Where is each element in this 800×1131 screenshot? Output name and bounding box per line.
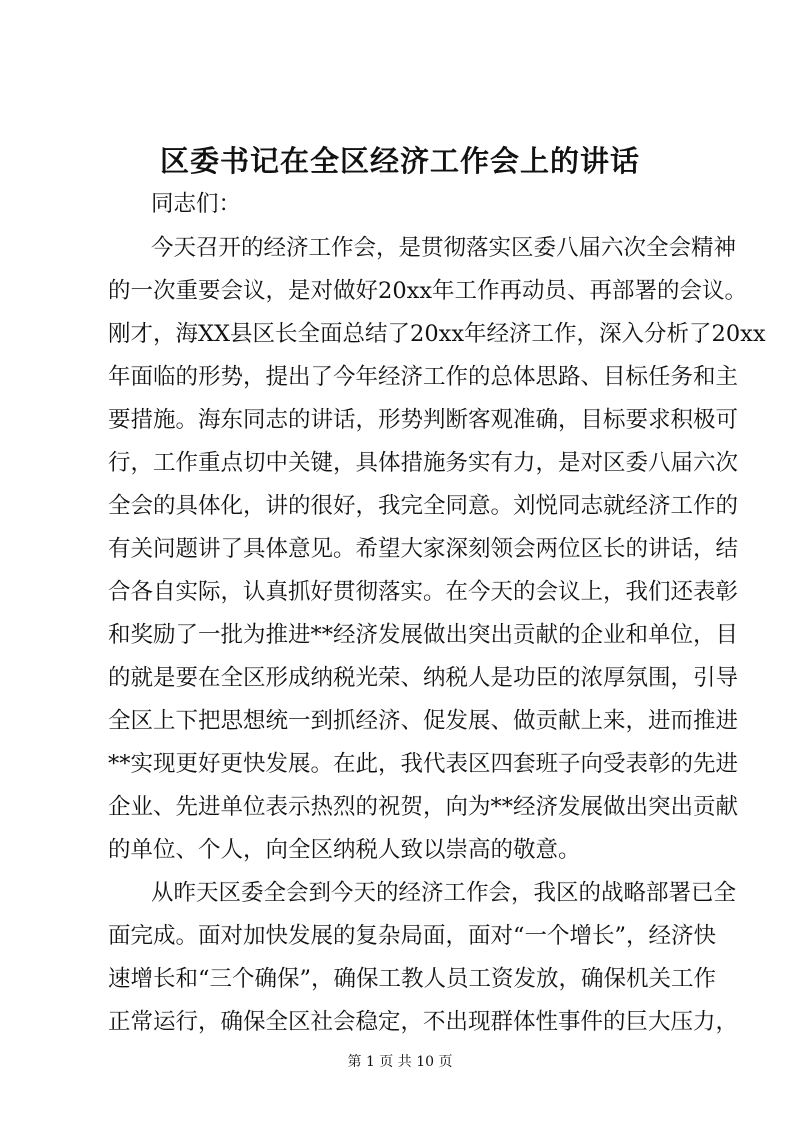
paragraph-1-line-14: 企业、先进单位表示热烈的祝贺，向为**经济发展做出突出贡献 (108, 794, 739, 820)
paragraph-1-line-4: 年面临的形势，提出了今年经济工作的总体思路、目标任务和主 (108, 364, 739, 390)
paragraph-1-line-2: 的一次重要会议，是对做好20xx年工作再动员、再部署的会议。 (108, 278, 748, 304)
page-footer: 第 1 页 共 10 页 (347, 1054, 453, 1070)
paragraph-1-line-5: 要措施。海东同志的讲话，形势判断客观准确，目标要求积极可 (108, 407, 739, 433)
paragraph-1-line-13: **实现更好更快发展。在此，我代表区四套班子向受表彰的先进 (108, 751, 739, 777)
paragraph-2-line-2: 面完成。面对加快发展的复杂局面，面对“一个增长”，经济快 (108, 923, 717, 949)
document-title: 区委书记在全区经济工作会上的讲话 (159, 144, 640, 178)
paragraph-1-line-8: 有关问题讲了具体意见。希望大家深刻领会两位区长的讲话，结 (108, 536, 739, 562)
paragraph-1-line-1: 今天召开的经济工作会，是贯彻落实区委八届六次全会精神 (151, 235, 737, 261)
paragraph-1-line-9: 合各自实际，认真抓好贯彻落实。在今天的会议上，我们还表彰 (108, 579, 739, 605)
paragraph-2-line-3: 速增长和“三个确保”，确保工教人员工资发放，确保机关工作 (108, 966, 717, 992)
paragraph-2-line-4: 正常运行，确保全区社会稳定，不出现群体性事件的巨大压力， (108, 1009, 739, 1035)
salutation: 同志们： (151, 191, 242, 217)
paragraph-1-line-6: 行，工作重点切中关键，具体措施务实有力，是对区委八届六次 (108, 450, 739, 476)
paragraph-1-line-11: 的就是要在全区形成纳税光荣、纳税人是功臣的浓厚氛围，引导 (108, 665, 739, 691)
paragraph-1-line-3: 刚才，海XX县区长全面总结了20xx年经济工作，深入分析了20xx (108, 321, 766, 347)
paragraph-1-line-15: 的单位、个人，向全区纳税人致以崇高的敬意。 (108, 837, 581, 863)
paragraph-1-line-10: 和奖励了一批为推进**经济发展做出突出贡献的企业和单位，目 (108, 622, 739, 648)
paragraph-1-line-12: 全区上下把思想统一到抓经济、促发展、做贡献上来，进而推进 (108, 708, 739, 734)
paragraph-2-line-1: 从昨天区委全会到今天的经济工作会，我区的战略部署已全 (151, 880, 737, 906)
paragraph-1-line-7: 全会的具体化，讲的很好，我完全同意。刘悦同志就经济工作的 (108, 493, 739, 519)
